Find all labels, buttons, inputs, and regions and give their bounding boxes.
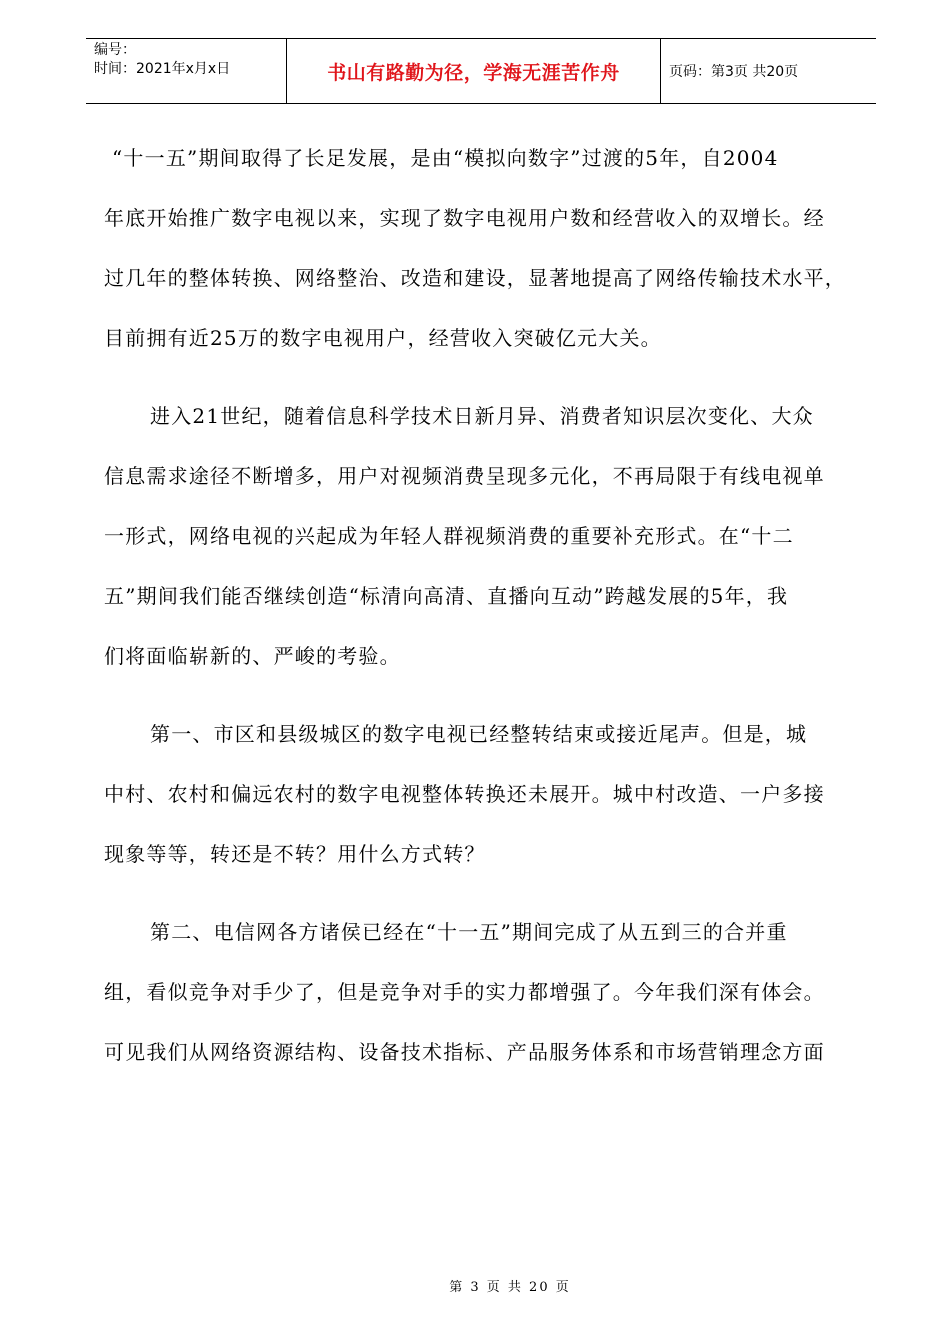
paragraph-4-line-3: 可见我们从网络资源结构、设备技术指标、产品服务体系和市场营销理念方面 [104,1040,825,1064]
document-code-label: 编号： [94,42,136,58]
footer-page-number: 第 3 页 共 20 页 [449,1280,571,1295]
header-meta [86,39,287,103]
paragraph-2-line-1: 进入21世纪，随着信息科学技术日新月异、消费者知识层次变化、大众 [150,404,814,428]
page-footer [0,1276,950,1295]
paragraph-2-line-5: 们将面临崭新的、严峻的考验。 [104,644,401,668]
paragraph-3-line-1: 第一、市区和县级城区的数字电视已经整转结束或接近尾声。但是，城 [150,722,808,746]
paragraph-2-line-3: 一形式，网络电视的兴起成为年轻人群视频消费的重要补充形式。在“十二 [104,524,794,548]
paragraph-1-line-2: 年底开始推广数字电视以来，实现了数字电视用户数和经营收入的双增长。经 [104,206,825,230]
paragraph-3-line-3: 现象等等，转还是不转？用什么方式转？ [104,842,486,866]
document-body [104,128,864,1082]
paragraph-1-line-3: 过几年的整体转换、网络整治、改造和建设，显著地提高了网络传输技术水平， [104,266,846,290]
page-header [86,38,876,104]
paragraph-3-line-2: 中村、农村和偏远农村的数字电视整体转换还未展开。城中村改造、一户多接 [104,782,825,806]
paragraph-4-line-1: 第二、电信网各方诸侯已经在“十一五”期间完成了从五到三的合并重 [150,920,788,944]
header-page-info: 页码：第3页 共20页 [669,64,799,80]
header-motto: 书山有路勤为径，学海无涯苦作舟 [287,39,661,103]
paragraph-1-line-1: “十一五”期间取得了长足发展，是由“模拟向数字”过渡的5年，自2004 [112,146,779,170]
paragraph-2-line-4: 五”期间我们能否继续创造“标清向高清、直播向互动”跨越发展的5年，我 [104,584,789,608]
paragraph-2-line-2: 信息需求途径不断增多，用户对视频消费呈现多元化，不再局限于有线电视单 [104,464,825,488]
paragraph-4-line-2: 组，看似竞争对手少了，但是竞争对手的实力都增强了。今年我们深有体会。 [104,980,825,1004]
paragraph-1-line-4: 目前拥有近25万的数字电视用户，经营收入突破亿元大关。 [104,326,662,350]
document-time: 时间：2021年x月x日 [94,61,231,77]
